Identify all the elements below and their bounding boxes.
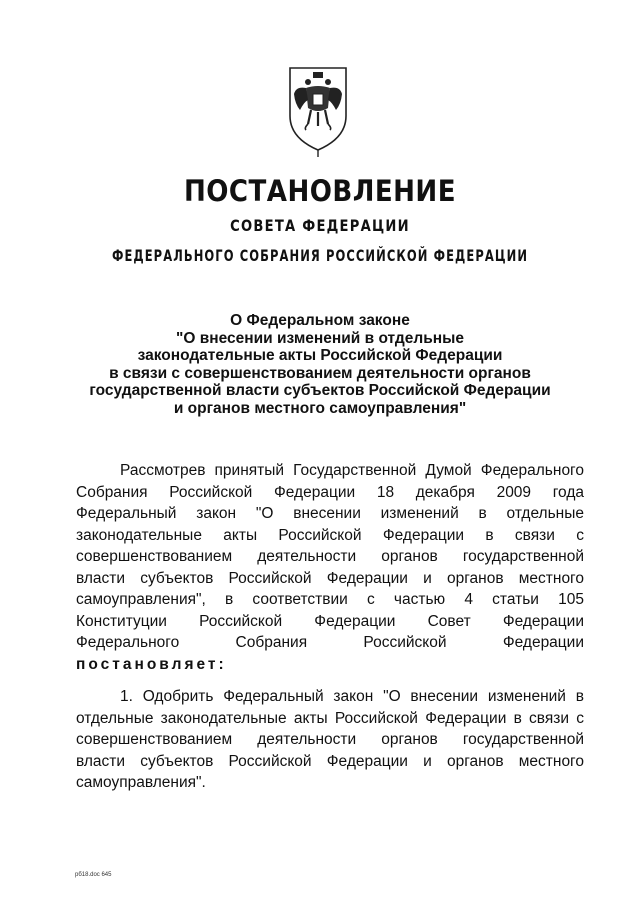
text-line: Рассмотрев принятый Государственной Думой Федерального	[120, 462, 584, 479]
decision-word: постановляет:	[76, 655, 227, 673]
text-line: отдельные законодательные акты Российской Федерации в связи с	[76, 709, 584, 727]
text-line: самоуправления", в соответствии с частью 4 статьи 105	[76, 591, 584, 608]
resolution-item-1	[76, 686, 584, 794]
text-line: Федерального Собрания Российской Федерации	[76, 634, 584, 651]
text-line: самоуправления".	[76, 774, 206, 791]
preamble-paragraph	[76, 460, 584, 675]
subject-line: государственной власти субъектов Российской Федерации	[89, 382, 551, 399]
text-line: 1. Одобрить Федеральный закон "О внесении изменений в	[120, 688, 584, 705]
subject-line: и органов местного самоуправления"	[173, 399, 467, 417]
text-line: Конституции Российской Федерации Совет Федерации	[76, 612, 584, 630]
subject-line: в связи с совершенствованием деятельности органов	[109, 364, 531, 382]
text-line: власти субъектов Российской Федерации и органов местного	[76, 752, 584, 770]
subject-line: "О внесении изменений в отдельные	[176, 329, 464, 347]
document-title: ПОСТАНОВЛЕНИЕ	[184, 174, 456, 208]
russian-coat-of-arms-icon	[278, 58, 358, 158]
text-line: совершенствованием деятельности органов государственной	[76, 548, 584, 565]
subject-line: О Федеральном законе	[230, 312, 410, 329]
document-code: рб18.doc 645	[75, 872, 112, 878]
text-line: Собрания Российской Федерации 18 декабря 2009 года	[76, 483, 584, 501]
text-line: законодательные акты Российской Федерации в связи с	[76, 526, 584, 544]
issuer-line: СОВЕТА ФЕДЕРАЦИИ	[230, 216, 410, 235]
text-line: власти субъектов Российской Федерации и органов местного	[76, 569, 584, 587]
issuer-line-full: ФЕДЕРАЛЬНОГО СОБРАНИЯ РОССИЙСКОЙ ФЕДЕРАЦИИ	[111, 246, 529, 265]
text-line: Федеральный закон "О внесении изменений в отдельные	[76, 505, 584, 522]
text-line: совершенствованием деятельности органов государственной	[76, 731, 584, 748]
subject-line: законодательные акты Российской Федерации	[137, 347, 503, 364]
document-subject	[60, 312, 580, 417]
